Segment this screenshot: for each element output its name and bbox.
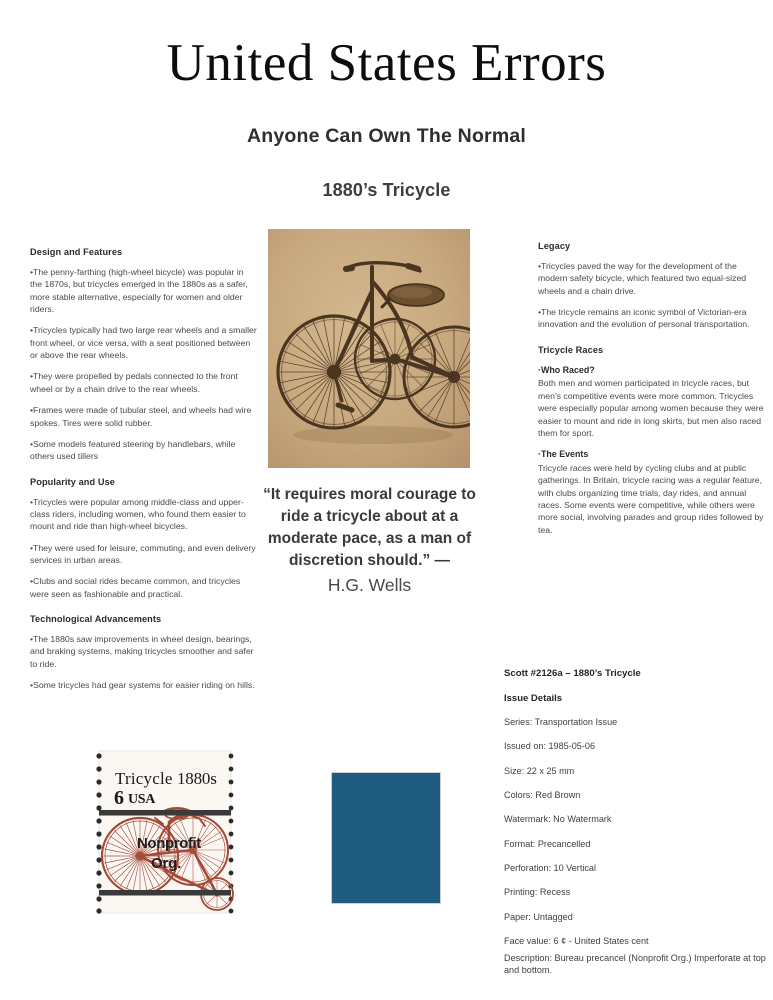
bullet-popularity-3: •Clubs and social rides became common, and tricycles were seen as fashionable and practical. bbox=[30, 576, 241, 599]
issue-row-issued-on: Issued on: 1985-05-06 bbox=[504, 741, 596, 752]
label-who-raced: ·Who Raced? bbox=[538, 364, 595, 375]
quote-block bbox=[262, 484, 477, 597]
section-title: 1880’s Tricycle bbox=[322, 180, 451, 200]
issue-row-watermark: Watermark: No Watermark bbox=[504, 814, 612, 825]
label-the-events: ·The Events bbox=[538, 449, 589, 460]
heading-popularity-and-use: Popularity and Use bbox=[30, 476, 116, 487]
bullet-popularity-2: •They were used for leisure, commuting, and even delivery services in urban areas. bbox=[30, 542, 256, 565]
svg-text:6: 6 bbox=[114, 787, 124, 809]
bullet-popularity-1: •Tricycles were popular among middle-class and upper-class riders, including women, who found them easier to mount and ride than high-wheel bicycles. bbox=[30, 496, 246, 532]
heading-tricycle-races: Tricycle Races bbox=[538, 344, 604, 355]
bullet-legacy-2: •The tricycle remains an iconic symbol of Victorian-era innovation and the evolution of personal transportation. bbox=[538, 307, 750, 330]
issue-row-series: Series: Transportation Issue bbox=[504, 717, 618, 727]
issue-row-perforation: Perforation: 10 Vertical bbox=[504, 862, 596, 873]
scott-catalogue-number: Scott #2126a – 1880’s Tricycle bbox=[504, 668, 641, 679]
svg-text:Tricycle: Tricycle bbox=[115, 769, 173, 788]
color-swatch bbox=[331, 772, 441, 904]
heading-legacy: Legacy bbox=[538, 241, 571, 251]
heading-technological-advancements: Technological Advancements bbox=[30, 614, 162, 624]
issue-row-paper: Paper: Untagged bbox=[504, 911, 573, 922]
page-subtitle: Anyone Can Own The Normal bbox=[246, 125, 527, 147]
issue-row-colors: Colors: Red Brown bbox=[504, 789, 581, 800]
quote-author: H.G. Wells bbox=[327, 575, 412, 595]
issue-row-face-value: Face value: 6 ¢ - United States cent bbox=[504, 935, 649, 946]
left-article-column bbox=[30, 246, 258, 700]
bullet-legacy-1: •Tricycles paved the way for the development of the modern safety bicycle, which featured two equal-sized wheels and a chain drive. bbox=[538, 261, 747, 296]
bullet-design-1: •The penny-farthing (high-wheel bicycle) was popular in the 1870s, but tricycles emerged in the 1880s as a safer, more stable alternative, especially for women and older riders. bbox=[30, 267, 248, 315]
bullet-design-5: •Some models featured steering by handlebars, while others used tillers bbox=[30, 438, 236, 462]
heading-design-and-features: Design and Features bbox=[30, 247, 123, 257]
bullet-design-4: •Frames were made of tubular steel, and wheels had wire spokes. Tires were solid rubber. bbox=[30, 405, 252, 428]
bullet-technology-2: •Some tricycles had gear systems for easier riding on hills. bbox=[30, 680, 255, 691]
bullet-design-3: •They were propelled by pedals connected to the front wheel or by a chain drive to the rear wheels. bbox=[30, 371, 238, 394]
quote-text: “It requires moral courage to ride a tricycle about at a moderate pace, as a man of discretion should.” — bbox=[263, 486, 476, 569]
svg-text:Nonprofit: Nonprofit bbox=[137, 835, 201, 852]
body-who-raced: Both men and women participated in tricycle races, but men’s competitive events were more common. Tricycles were especially popular among women because they were easier to mount and ride in long skirts, but men also raced them for sport. bbox=[538, 378, 764, 438]
body-the-events: Tricycle races were held by cycling clubs and at public gatherings. In Britain, tricycle racing was a regular feature, with clubs organizing time trials, day rides, and annual races. Some events were competitive, while others were more social, involving parades and group rides followed by tea. bbox=[538, 462, 764, 535]
issue-details-panel bbox=[504, 668, 766, 977]
page-title: United States Errors bbox=[166, 34, 607, 92]
stamp-image bbox=[85, 748, 237, 916]
bullet-design-2: •Tricycles typically had two large rear wheels and a smaller front wheel, or vice versa, with a seat positioned between or above the rear wheels. bbox=[30, 325, 257, 361]
bullet-technology-1: •The 1880s saw improvements in wheel design, bearings, and braking systems, making tricycles smoother and safer to ride. bbox=[30, 634, 254, 669]
issue-row-format: Format: Precancelled bbox=[504, 838, 591, 849]
issue-row-printing: Printing: Recess bbox=[504, 887, 571, 898]
issue-row-description: Description: Bureau precancel (Nonprofit Org.) Imperforate at top and bottom. bbox=[504, 952, 766, 976]
tricycle-illustration bbox=[268, 229, 470, 468]
right-article-column bbox=[538, 240, 764, 545]
svg-text:1880s: 1880s bbox=[177, 769, 217, 788]
issue-details-heading: Issue Details bbox=[504, 693, 563, 704]
issue-row-size: Size: 22 x 25 mm bbox=[504, 765, 575, 776]
svg-text:USA: USA bbox=[128, 792, 156, 807]
svg-text:Org.: Org. bbox=[151, 855, 182, 872]
